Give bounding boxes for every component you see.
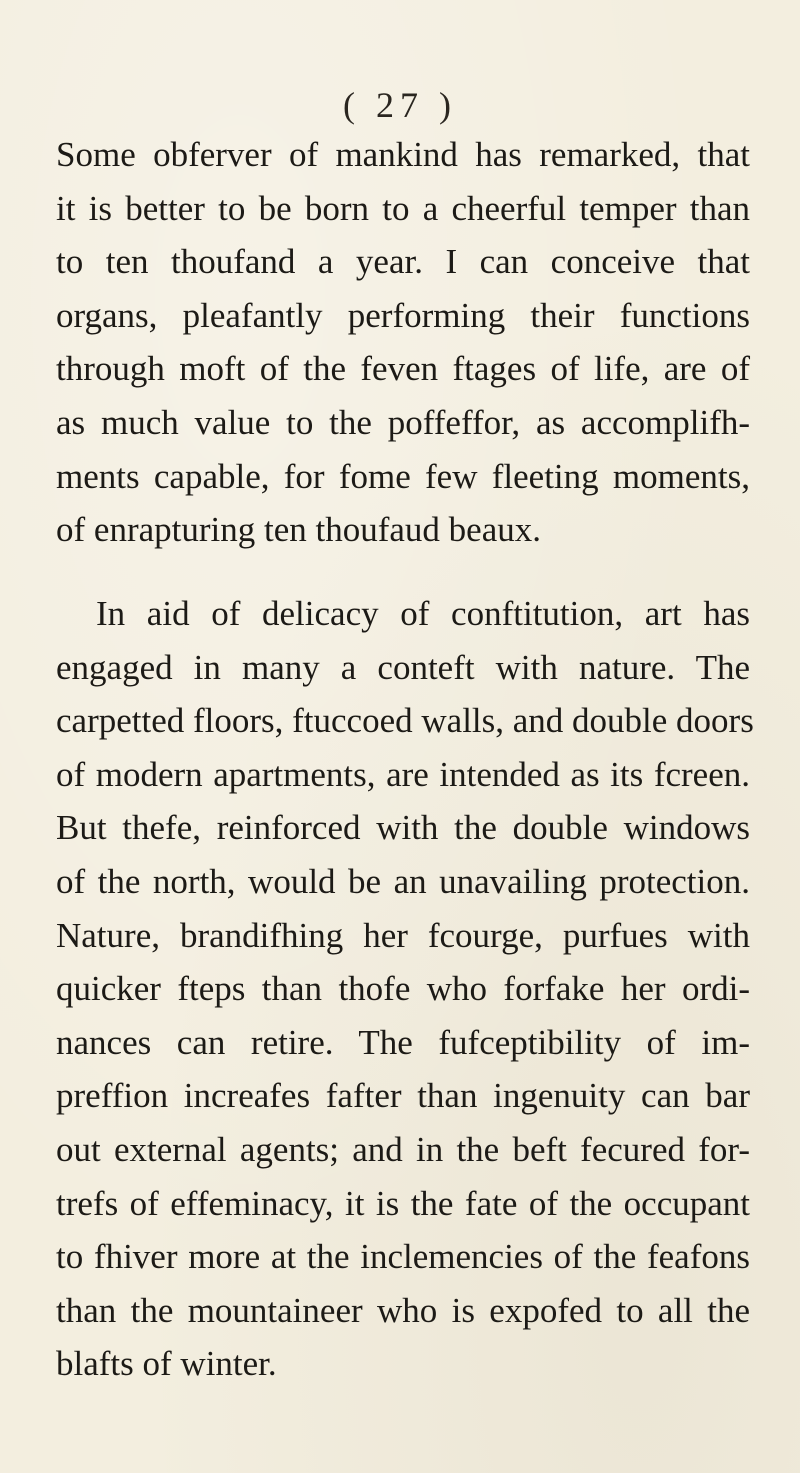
text-line: than the mountaineer who is expofed to all the	[56, 1290, 750, 1330]
text-line: through moft of the feven ftages of life, are of	[56, 349, 750, 389]
text-line: of modern apartments, are intended as its fcreen.	[56, 754, 750, 794]
text-line: But thefe, reinforced with the double windows	[56, 808, 750, 848]
text-line: Nature, brandifhing her fcourge, purfues with	[56, 915, 750, 955]
text-line: engaged in many a conteft with nature. The	[56, 647, 750, 687]
paragraph-1	[56, 128, 750, 557]
text-line: Some obferver of mankind has remarked, that	[56, 135, 750, 174]
text-line: as much value to the poffeffor, as accomplifh-	[56, 402, 750, 442]
text-line: nances can retire. The fufceptibility of im-	[56, 1022, 750, 1062]
text-line: blafts of winter.	[56, 1344, 277, 1384]
text-line: carpetted floors, ftuccoed walls, and double doors	[56, 701, 754, 741]
text-line: organs, pleafantly performing their functions	[56, 295, 750, 335]
text-line: of enrapturing ten thoufaud beaux.	[56, 510, 541, 550]
text-line: trefs of effeminacy, it is the fate of the occupant	[56, 1183, 750, 1223]
text-line: it is better to be born to a cheerful temper than	[56, 188, 750, 228]
paragraph-2	[56, 587, 754, 1391]
text-line: to fhiver more at the inclemencies of the feafons	[56, 1237, 750, 1277]
text-line: to ten thoufand a year. I can conceive that	[56, 242, 750, 282]
text-line: of the north, would be an unavailing protection.	[56, 861, 750, 901]
text-line: out external agents; and in the beft fecured for-	[56, 1129, 750, 1169]
text-line: preffion increafes fafter than ingenuity can bar	[56, 1076, 750, 1116]
text-line: quicker fteps than thofe who forfake her ordi-	[56, 969, 750, 1009]
text-line: ments capable, for fome few fleeting moments,	[56, 456, 750, 496]
text-line: In aid of delicacy of conftitution, art has	[96, 594, 750, 633]
page-number: ( 27 )	[343, 85, 457, 125]
